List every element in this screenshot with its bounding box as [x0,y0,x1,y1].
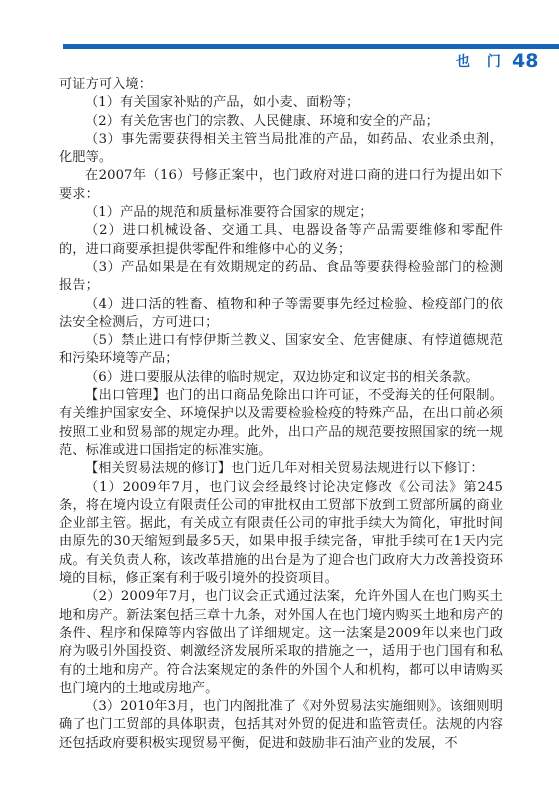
paragraph: （5）禁止进口有悖伊斯兰教义、国家安全、危害健康、有悖道德规范和污染环境等产品； [59,333,503,367]
paragraph: （2）进口机械设备、交通工具、电器设备等产品需要维修和零配件的，进口商要承担提供零配件和维修中心的义务； [59,223,503,257]
paragraph: 【相关贸易法规的修订】也门近几年对相关贸易法规进行以下修订： [85,461,484,477]
chapter-title: 也 门 [456,54,507,70]
paragraph: 在2007年（16）号修正案中，也门政府对进口商的进口行为提出如下要求： [59,168,503,202]
paragraph: （3）产品如果是在有效期规定的药品、食品等要获得检验部门的检测报告； [59,259,503,294]
paragraph: （6）进口要服从法律的临时规定，双边协定和议定书的相关条款。 [85,369,479,385]
paragraph: 【出口管理】也门的出口商品免除出口许可证，不受海关的任何限制。有关维护国家安全、环境保护以及需要检验检疫的特殊产品，在出口前必须按照工业和贸易部的规定办理。此外，出口产品的规范要按照国家的统一规范、标准或进口国指定的标准实施。 [59,388,503,458]
page-header [0,0,559,78]
paragraph: （3）2010年3月，也门内阁批准了《对外贸易法实施细则》。该细则明确了也门工贸部的具体职责，包括其对外贸的促进和监管责任。法规的内容还包括政府要积极实现贸易平衡，促进和鼓励非石油产业的发展，不 [59,699,503,751]
paragraph: （1）产品的规范和质量标准要符合国家的规定； [85,205,373,221]
paragraph: 可证方可入境： [59,77,153,92]
page-number: 48 [512,50,539,72]
header-rule [63,44,559,49]
paragraph: （2）有关危害也门的宗教、人民健康、环境和安全的产品； [85,113,439,129]
paragraph: （1）2009年7月，也门议会经最终讨论决定修改《公司法》第245条，将在境内设立有限责任公司的审批权由工贸部下放到工贸部所属的商业企业部主管。据此，有关成立有限责任公司的审批手续大为简化，审批时间由原先的30天缩短到最多5天，如果申报手续完备，审批手续可在1天内完成。有关负责人称，该改革措施的出台是为了迎合也门政府大力改善投资环境的目标，修正案有利于吸引境外的投资项目。 [59,479,503,587]
paragraph: （2）2009年7月，也门议会正式通过法案，允许外国人在也门购买土地和房产。新法案包括三章十九条，对外国人在也门境内购买土地和房产的条件、程序和保障等内容做出了详细规定。这一法案是2009年以来也门政府为吸引外国投资、刺激经济发展所采取的措施之一，适用于也门国有和私有的土地和房产。符合法案规定的条件的外国个人和机构，都可以申请购买也门境内的土地或房地产。 [59,589,503,696]
paragraph: （3）事先需要获得相关主管当局批准的产品，如药品、农业杀虫剂，化肥等。 [59,131,503,166]
paragraph: （4）进口活的牲畜、植物和种子等需要事先经过检验、检疫部门的依法安全检测后，方可进口； [59,296,503,330]
paragraph: （1）有关国家补贴的产品，如小麦、面粉等； [85,95,360,111]
body-text [59,76,503,753]
